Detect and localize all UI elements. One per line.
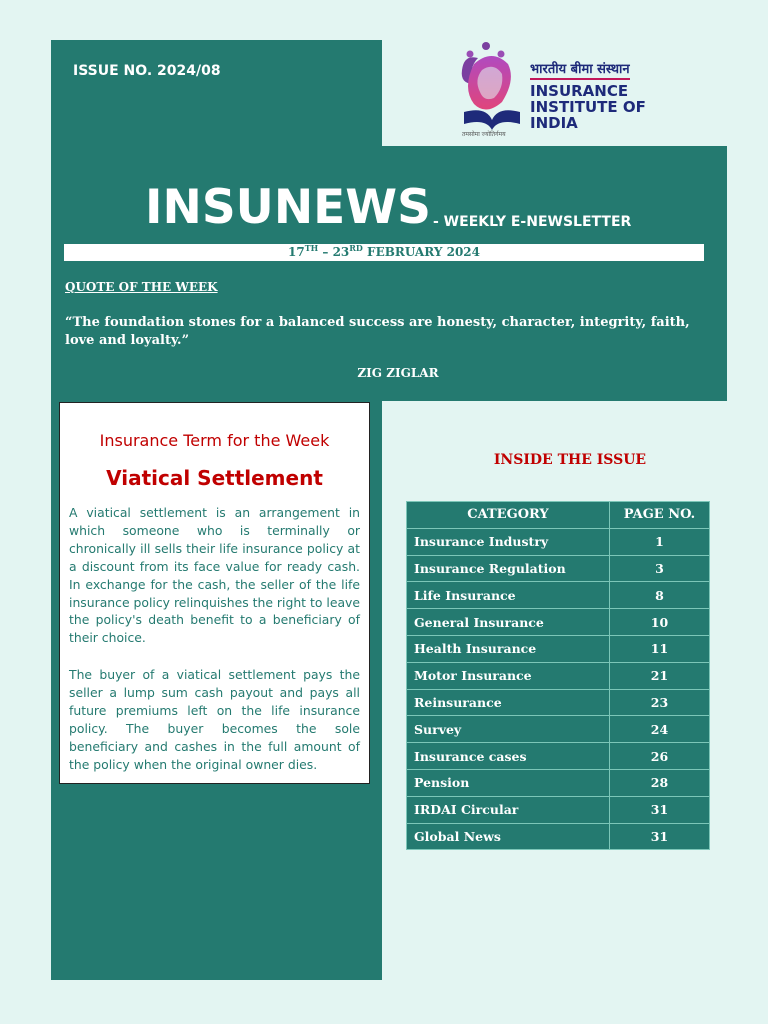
category-cell: Insurance cases bbox=[407, 743, 610, 770]
page-cell: 8 bbox=[610, 582, 710, 609]
contents-table bbox=[406, 501, 710, 850]
table-row bbox=[407, 796, 710, 823]
category-cell: Reinsurance bbox=[407, 689, 610, 716]
term-paragraph: The buyer of a viatical settlement pays the seller a lump sum cash payout and pays all future premiums left on the life insurance policy. The buyer becomes the sole beneficiary and cashes in the full amount of the policy when the original owner dies. bbox=[69, 667, 360, 772]
column-header-category: CATEGORY bbox=[407, 502, 610, 529]
page-cell: 28 bbox=[610, 769, 710, 796]
category-cell: Survey bbox=[407, 716, 610, 743]
category-cell: Health Insurance bbox=[407, 635, 610, 662]
table-row bbox=[407, 635, 710, 662]
table-row bbox=[407, 823, 710, 850]
table-row bbox=[407, 555, 710, 582]
page-cell: 23 bbox=[610, 689, 710, 716]
category-cell: Motor Insurance bbox=[407, 662, 610, 689]
term-of-week-box bbox=[59, 402, 370, 784]
date-end-suffix: RD bbox=[349, 243, 363, 253]
logo-text-line2: INSTITUTE OF bbox=[530, 98, 646, 116]
page-cell: 26 bbox=[610, 743, 710, 770]
category-cell: General Insurance bbox=[407, 609, 610, 636]
table-row bbox=[407, 743, 710, 770]
page-cell: 3 bbox=[610, 555, 710, 582]
category-cell: Life Insurance bbox=[407, 582, 610, 609]
category-cell: IRDAI Circular bbox=[407, 796, 610, 823]
logo-hindi-text: भारतीय बीमा संस्थान bbox=[530, 63, 630, 80]
table-row bbox=[407, 769, 710, 796]
term-name: Viatical Settlement bbox=[106, 466, 323, 490]
page-cell: 21 bbox=[610, 662, 710, 689]
page-cell: 24 bbox=[610, 716, 710, 743]
page-cell: 11 bbox=[610, 635, 710, 662]
quote-text: “The foundation stones for a balanced success are honesty, character, integrity, faith, love and loyalty.” bbox=[65, 315, 690, 348]
table-row bbox=[407, 716, 710, 743]
table-row bbox=[407, 609, 710, 636]
page-cell: 1 bbox=[610, 528, 710, 555]
table-header-row bbox=[407, 502, 710, 529]
page-cell: 31 bbox=[610, 796, 710, 823]
newsletter-title: INSUNEWS bbox=[145, 180, 431, 235]
term-paragraph: A viatical settlement is an arrangement in which someone who is terminally or chronically ill sells their life insurance policy at a discount from its face value for ready cash. In exchange for the cash, the seller of the life insurance policy relinquishes the right to leave the policy's death benefit to a beneficiary of their choice. bbox=[69, 505, 360, 646]
page-cell: 31 bbox=[610, 823, 710, 850]
page-cell: 10 bbox=[610, 609, 710, 636]
issue-number: ISSUE NO. 2024/08 bbox=[73, 63, 221, 79]
inside-issue-heading: INSIDE THE ISSUE bbox=[493, 452, 647, 468]
column-header-page: PAGE NO. bbox=[610, 502, 710, 529]
institute-logo-icon bbox=[456, 40, 528, 135]
logo-text-line1: INSURANCE bbox=[530, 82, 629, 100]
quote-heading: QUOTE OF THE WEEK bbox=[65, 280, 218, 294]
category-cell: Insurance Industry bbox=[407, 528, 610, 555]
quote-author: ZIG ZIGLAR bbox=[357, 366, 439, 380]
table-row bbox=[407, 582, 710, 609]
category-cell: Global News bbox=[407, 823, 610, 850]
table-row bbox=[407, 528, 710, 555]
date-separator: – 23 bbox=[318, 245, 350, 259]
table-row bbox=[407, 662, 710, 689]
date-range-bar bbox=[64, 244, 704, 261]
category-cell: Insurance Regulation bbox=[407, 555, 610, 582]
header-top-panel bbox=[51, 40, 382, 146]
category-cell: Pension bbox=[407, 769, 610, 796]
newsletter-subtitle: - WEEKLY E-NEWSLETTER bbox=[433, 214, 632, 230]
logo-text-line3: INDIA bbox=[530, 114, 578, 132]
date-start-suffix: TH bbox=[304, 243, 319, 253]
term-heading: Insurance Term for the Week bbox=[99, 431, 330, 450]
table-row bbox=[407, 689, 710, 716]
logo-motto: तमसोमा ज्योतिर्गमय bbox=[462, 131, 506, 138]
date-start: 17 bbox=[288, 245, 305, 259]
date-rest: FEBRUARY 2024 bbox=[362, 245, 480, 259]
